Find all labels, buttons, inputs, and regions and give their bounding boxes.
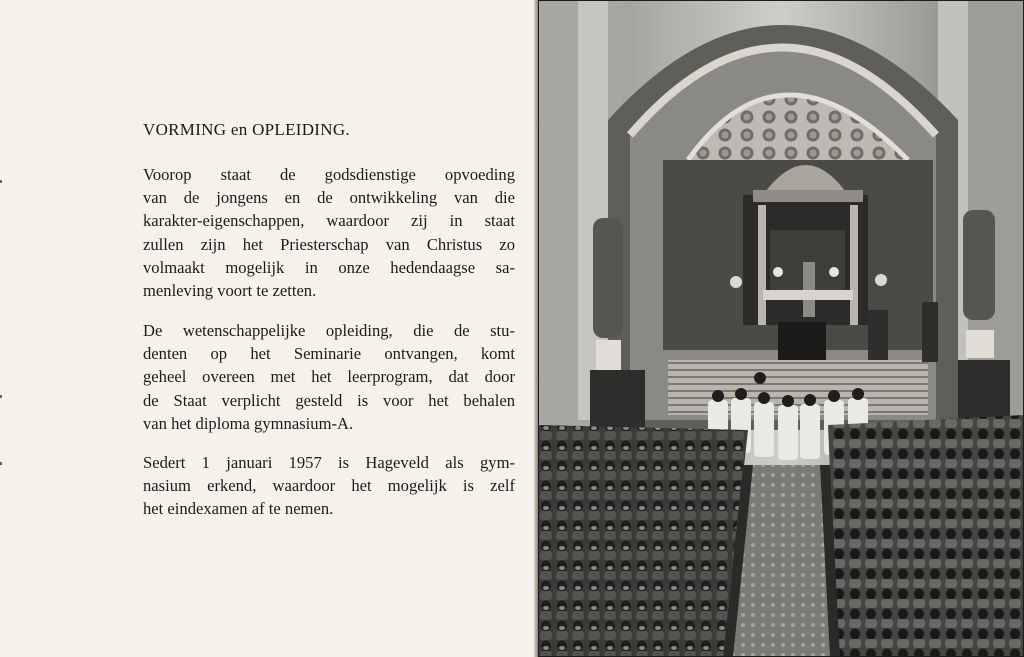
text-line: volmaakt mogelijk in onze hedendaagse sa- — [143, 257, 515, 277]
text-line: menleving voort te zetten. — [143, 281, 317, 301]
text-line: nasium erkend, waardoor het mogelijk is zelf — [143, 476, 515, 496]
text-line: de Staat verplicht gesteld is voor het behalen — [143, 390, 515, 410]
text-line: Sedert 1 januari 1957 is Hageveld als gym- — [143, 453, 515, 472]
text-line: Voorop staat de godsdienstige opvoeding — [143, 165, 515, 184]
paragraph-accreditation — [143, 451, 515, 521]
text-line: zullen zijn het Priesterschap van Christus zo — [143, 234, 515, 254]
section-heading: VORMING en OPLEIDING. — [143, 120, 350, 139]
text-line: karakter-eigenschappen, waardoor zij in staat — [143, 211, 515, 231]
page-edge-mark — [0, 462, 2, 465]
chapel-photograph — [538, 0, 1024, 657]
page-edge-mark — [0, 395, 2, 398]
paragraph-education — [143, 319, 515, 435]
text-line: het eindexamen af te nemen. — [143, 499, 334, 519]
text-line: denten op het Seminarie ontvangen, komt — [143, 344, 515, 364]
chapel-photo-illustration — [538, 0, 1024, 657]
text-line: geheel overeen met het leerprogram, dat door — [143, 367, 515, 387]
page-edge-mark — [0, 180, 2, 183]
paragraph-upbringing — [143, 163, 515, 302]
text-line: van het diploma gymnasium-A. — [143, 413, 354, 433]
text-line: van de jongens en de ontwikkeling van die — [143, 188, 515, 208]
text-line: De wetenschappelijke opleiding, die de stu- — [143, 321, 515, 340]
